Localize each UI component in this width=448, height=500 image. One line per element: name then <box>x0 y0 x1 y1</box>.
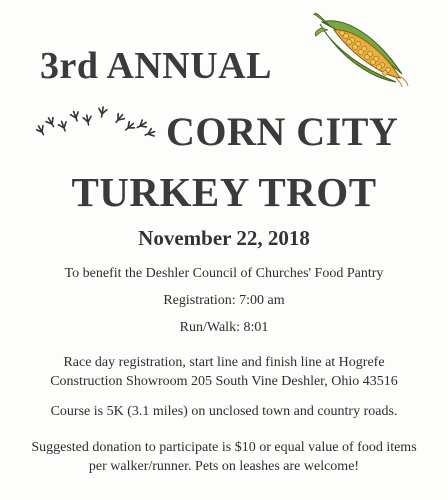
benefit-text: To benefit the Deshler Council of Churches' Food Pantry <box>64 266 384 281</box>
corn-cob-icon <box>312 8 410 88</box>
location-line-2: Construction Showroom 205 South Vine Deshler, Ohio 43516 <box>50 374 398 389</box>
course-info: Course is 5K (3.1 miles) on unclosed town and country roads. <box>50 404 398 419</box>
donation-line-1: Suggested donation to participate is $10 or equal value of food items <box>31 440 417 455</box>
turkey-tracks-icon <box>36 104 162 144</box>
run-walk-time: Run/Walk: 8:01 <box>179 320 269 335</box>
registration-time: Registration: 7:00 am <box>163 293 285 308</box>
event-date: November 22, 2018 <box>138 226 310 250</box>
donation-line-2: per walker/runner. Pets on leashes are welcome! <box>88 459 360 474</box>
title-line-1: 3rd ANNUAL <box>40 45 272 87</box>
title-line-3: TURKEY TROT <box>71 169 377 215</box>
location-line-1: Race day registration, start line and finish line at Hogrefe <box>63 355 385 370</box>
title-line-2: CORN CITY <box>166 109 399 154</box>
